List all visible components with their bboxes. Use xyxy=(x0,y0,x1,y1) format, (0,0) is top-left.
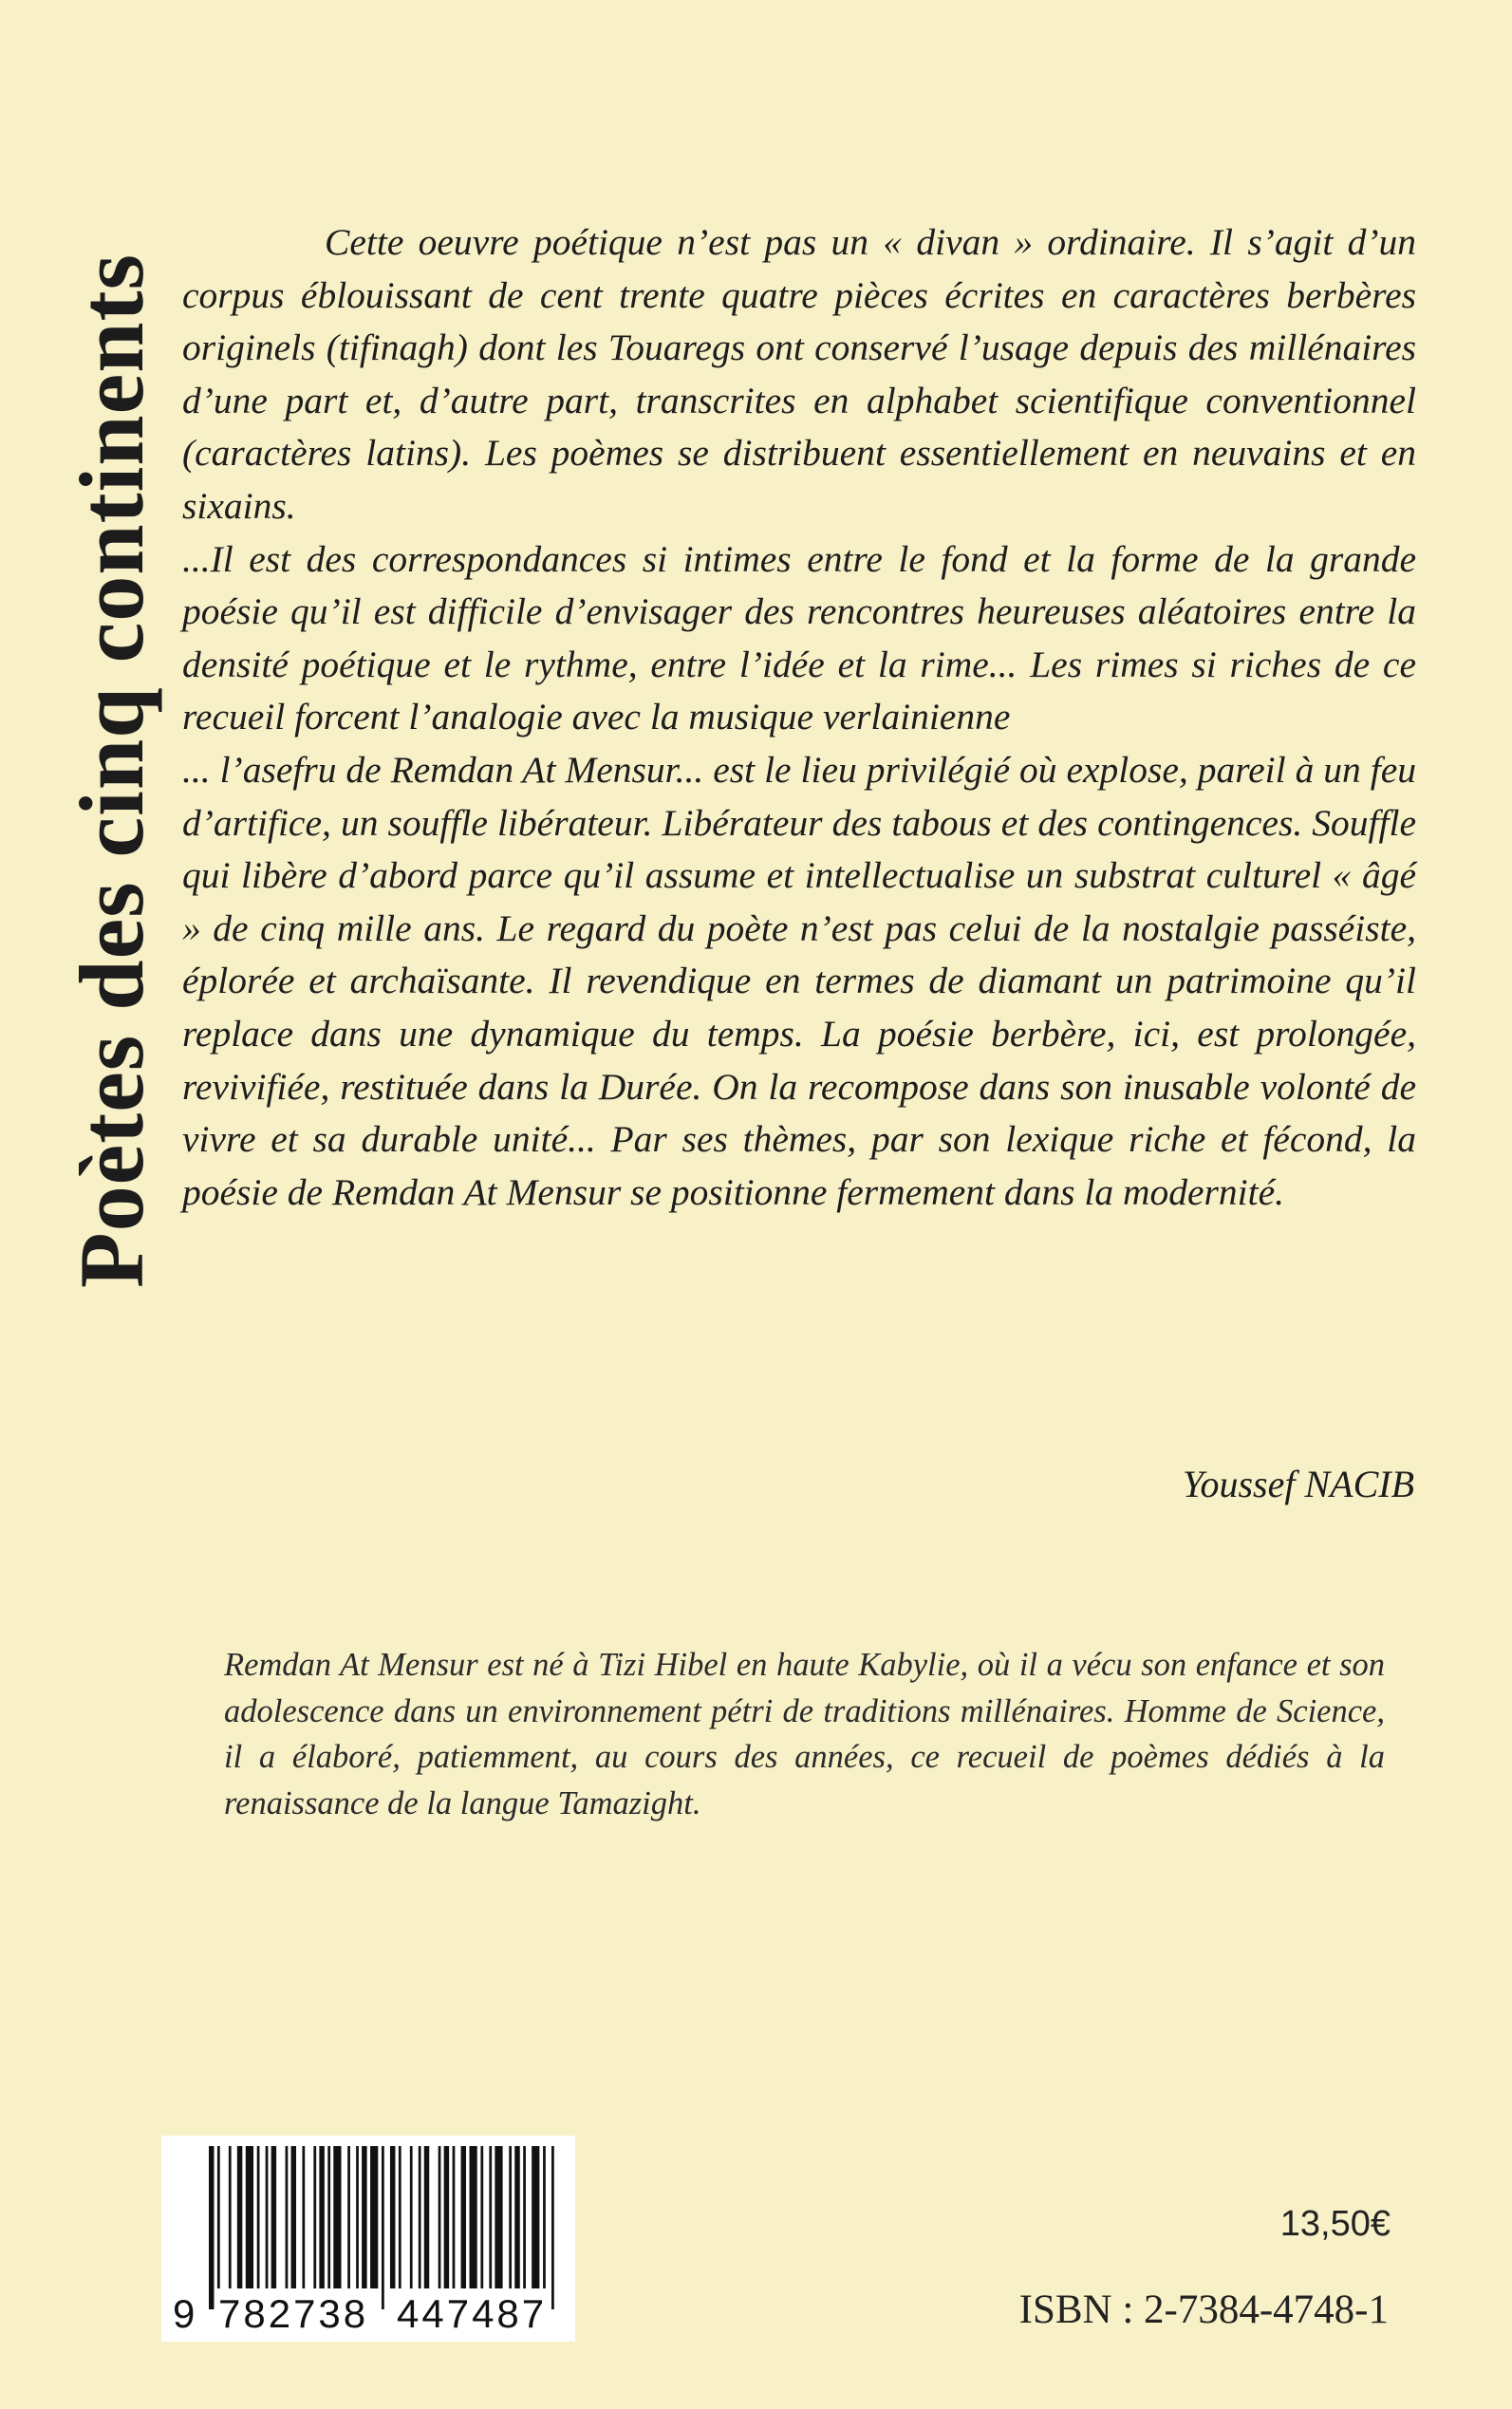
barcode-bar xyxy=(313,2146,316,2288)
barcode-bar xyxy=(514,2146,519,2288)
barcode-bar xyxy=(419,2146,421,2288)
barcode-bar xyxy=(209,2146,214,2309)
blurb-paragraph-1: Cette oeuvre poétique n’est pas un « divan » ordinaire. Il s’agit d’un corpus éblouissant de cent trente quatre pièces écrites en caractères berbères originels (tifinagh) dont les Touaregs ont conservé l’usage depuis des millénaires d’une part et, d’autre part, transcrites en alphabet scientifique conventionnel (caractères latins). Les poèmes se distribuent essentiellement en neuvains et en sixains. xyxy=(182,221,1416,527)
barcode xyxy=(161,2136,575,2342)
back-cover-blurb xyxy=(182,216,1416,1219)
barcode-bar xyxy=(286,2146,289,2288)
barcode-bar xyxy=(319,2146,324,2288)
price: 13,50€ xyxy=(1279,2204,1391,2244)
barcode-bar xyxy=(382,2146,384,2309)
barcode-bar xyxy=(302,2146,305,2288)
blurb-paragraph-2: ...Il est des correspondances si intimes entre le fond et la forme de la grande poésie qu’il est difficile d’envisager des rencontres heureuses aléatoires entre la densité poétique et le rythme, entre l’idée et la rime... Les rimes si riches de ce recueil forcent l’analogie avec la musique verlainienne xyxy=(182,537,1416,738)
barcode-digits-left: 782738 xyxy=(218,2289,368,2339)
barcode-bar xyxy=(399,2146,401,2288)
barcode-bar xyxy=(551,2146,554,2309)
barcode-bar xyxy=(370,2146,378,2288)
barcode-bar xyxy=(356,2146,359,2288)
barcode-bar xyxy=(509,2146,512,2288)
barcode-bar xyxy=(439,2146,441,2288)
barcode-bar xyxy=(217,2146,220,2288)
barcode-bar xyxy=(327,2146,330,2288)
barcode-bar xyxy=(266,2146,269,2288)
barcode-bar xyxy=(257,2146,260,2288)
barcode-bar xyxy=(543,2146,546,2288)
barcode-digits xyxy=(161,2289,575,2339)
barcode-bar xyxy=(237,2146,242,2288)
barcode-bar xyxy=(424,2146,429,2288)
barcode-bar xyxy=(461,2146,466,2288)
isbn: ISBN : 2-7384-4748-1 xyxy=(1018,2288,1389,2332)
barcode-bar xyxy=(362,2146,366,2288)
barcode-digit-first: 9 xyxy=(173,2291,198,2336)
blurb-paragraph-3: ... l’asefru de Remdan At Mensur... est le lieu privilégié où explose, pareil à un feu d’artifice, un souffle libérateur. Libérateur des tabous et des contingences. Souffle qui libère d’abord parce qu’il assume et intellectualise un substrat culturel « âgé » de cinq mille ans. Le regard du poète n’est pas celui de la nostalgie passéiste, éplorée et archaïsante. Il revendique en termes de diamant un patrimoine qu’il replace dans une dynamique du temps. La poésie berbère, ici, est prolongée, revivifiée, restituée dans la Durée. On la recompose dans son inusable volonté de vivre et sa durable unité... Par ses thèmes, par son lexique riche et fécond, la poésie de Remdan At Mensur se positionne fermement dans la modernité. xyxy=(182,748,1416,1213)
author-biography: Remdan At Mensur est né à Tizi Hibel en haute Kabylie, où il a vécu son enfance et son adolescence dans un environnement pétri de traditions millénaires. Homme de Science, il a élaboré, patiemment, au cours des années, ce recueil de poèmes dédiés à la renaissance de la langue Tamazight. xyxy=(224,1647,1385,1821)
blurb-author: Youssef NACIB xyxy=(1182,1463,1414,1505)
barcode-bar xyxy=(532,2146,539,2288)
barcode-bar xyxy=(480,2146,483,2288)
barcode-bar xyxy=(271,2146,276,2288)
barcode-digits-right: 447487 xyxy=(397,2289,547,2339)
barcode-bar xyxy=(347,2146,350,2288)
barcode-bars-icon xyxy=(209,2146,557,2309)
barcode-bar xyxy=(495,2146,502,2288)
barcode-bar xyxy=(470,2146,477,2288)
series-title: Poètes des cinq continents xyxy=(61,253,162,1288)
barcode-bar xyxy=(229,2146,232,2288)
barcode-bar xyxy=(523,2146,526,2288)
barcode-bar xyxy=(291,2146,296,2288)
barcode-bar xyxy=(444,2146,449,2288)
barcode-bar xyxy=(410,2146,413,2288)
barcode-bar xyxy=(453,2146,456,2288)
barcode-bar xyxy=(489,2146,492,2288)
barcode-bar xyxy=(333,2146,341,2288)
barcode-bar xyxy=(246,2146,253,2288)
barcode-bar xyxy=(390,2146,395,2288)
